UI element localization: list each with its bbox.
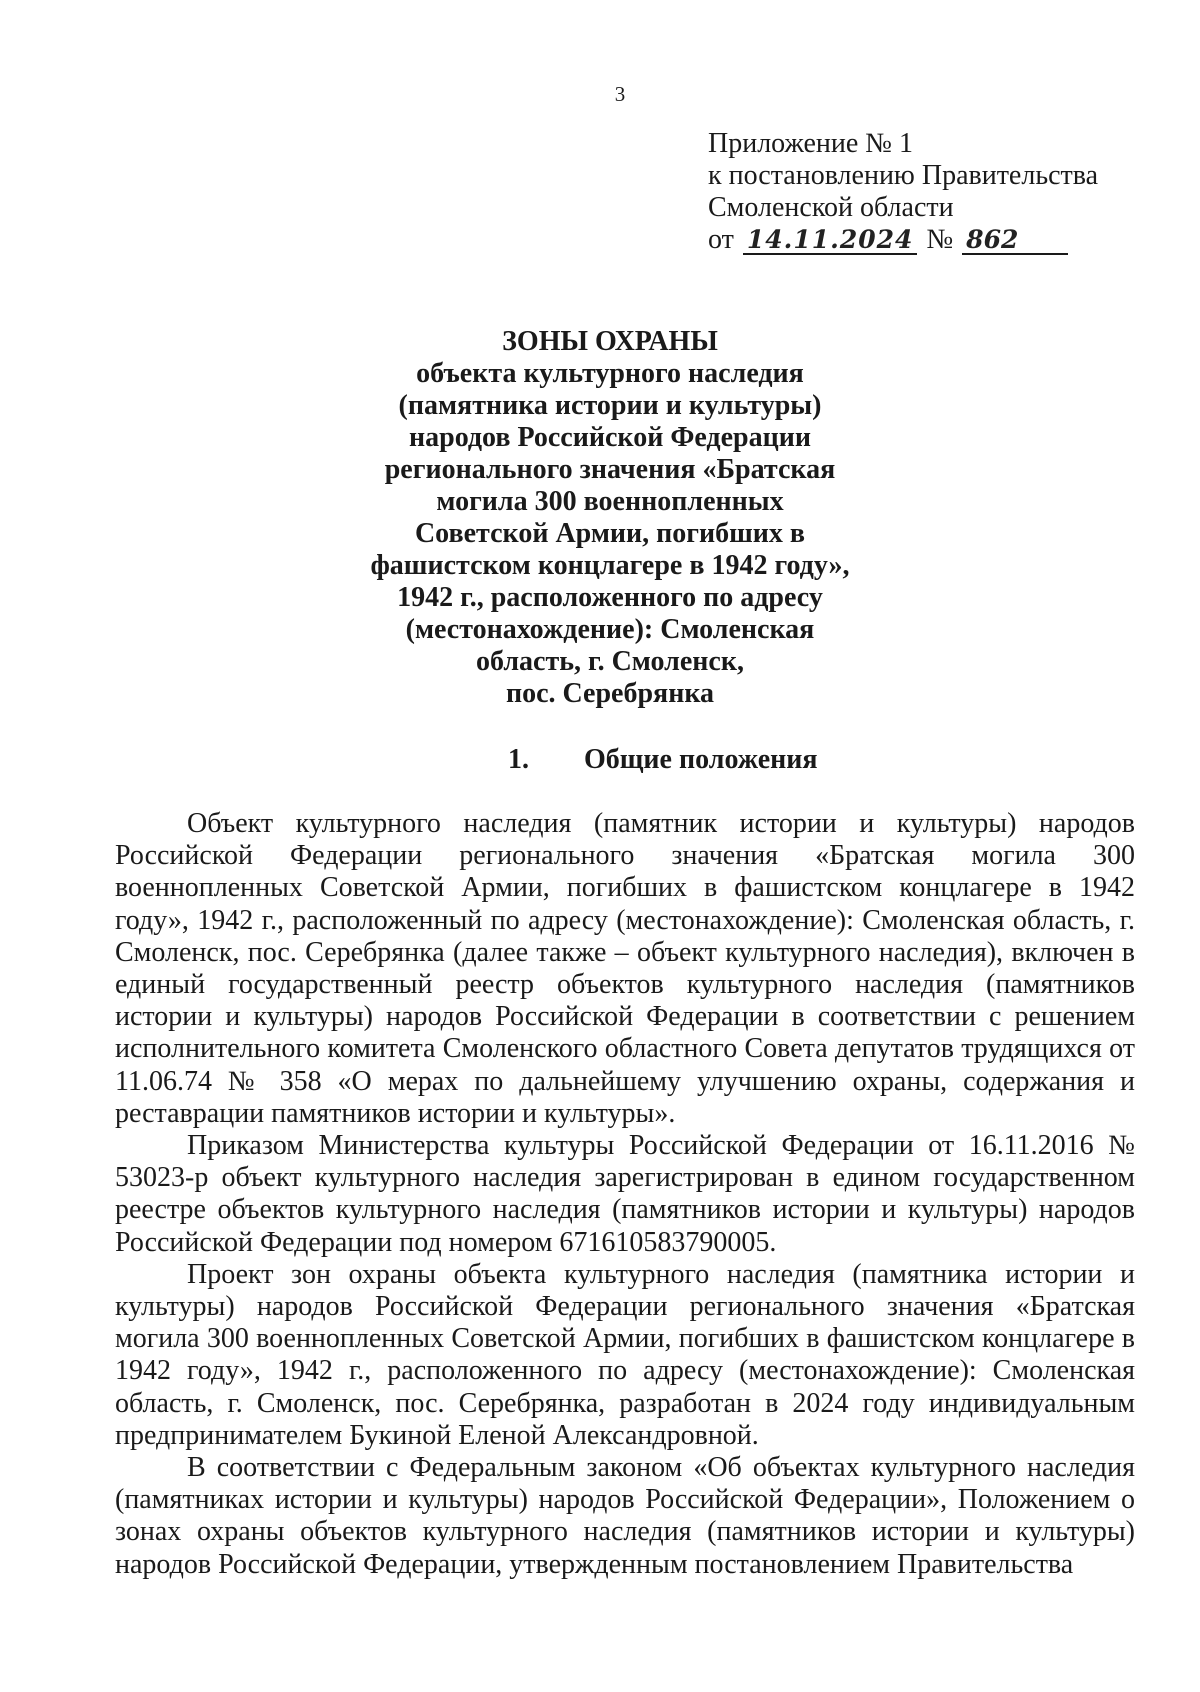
title-line: фашистском концлагере в 1942 году»,	[370, 550, 850, 581]
title-line: Советской Армии, погибших в	[414, 518, 806, 549]
page-number: 3	[614, 82, 626, 106]
handwritten-number: 862	[962, 227, 1068, 255]
paragraph: В соответствии с Федеральным законом «Об объектах культурного наследия (памятниках истории и культуры) народов Российской Федерации», Положением о зонах охраны объектов культурного наследия (памятников истории и культуры) народов Российской Федерации, утвержденным постановлением Правительства	[115, 1452, 1135, 1580]
document-title	[300, 326, 920, 710]
number-label: №	[926, 224, 954, 255]
section-title: Общие положения	[584, 744, 818, 775]
title-line: (памятника истории и культуры)	[398, 390, 822, 421]
title-main: ЗОНЫ ОХРАНЫ	[502, 326, 718, 357]
title-line: регионального значения «Братская	[384, 454, 836, 485]
paragraph: Объект культурного наследия (памятник истории и культуры) народов Российской Федерации регионального значения «Братская могила 300 военнопленных Советской Армии, погибших в фашистском концлагере в 1942 году», 1942 г., расположенный по адресу (местонахождение): Смоленская область, г. Смоленск, пос. Серебрянка (далее также – объект культурного наследия), включен в единый государственный реестр объектов культурного наследия (памятников истории и культуры) народов Российской Федерации в соответствии с решением исполнительного комитета Смоленского областного Совета депутатов трудящихся от 11.06.74 № 358 «О мерах по дальнейшему улучшению охраны, содержания и реставрации памятников истории и культуры».	[115, 808, 1135, 1129]
body-text	[115, 808, 1135, 1581]
appendix-line-1: Приложение № 1	[708, 128, 913, 159]
appendix-line-2: к постановлению Правительства	[708, 160, 1099, 191]
title-line: (местонахождение): Смоленская	[405, 614, 815, 645]
section-heading	[508, 744, 818, 776]
appendix-block	[708, 128, 1098, 256]
handwritten-date: 14.11.2024	[743, 227, 918, 255]
title-line: область, г. Смоленск,	[476, 646, 744, 677]
title-line: могила 300 военнопленных	[436, 486, 784, 517]
title-line: народов Российской Федерации	[408, 422, 811, 453]
section-number: 1.	[508, 744, 529, 775]
paragraph: Приказом Министерства культуры Российской Федерации от 16.11.2016 № 53023-р объект культурного наследия зарегистрирован в едином государственном реестре объектов культурного наследия (памятников истории и культуры) народов Российской Федерации под номером 671610583790005.	[115, 1130, 1135, 1258]
appendix-date-line	[708, 224, 1098, 256]
title-line: 1942 г., расположенного по адресу	[397, 582, 823, 613]
title-line: объекта культурного наследия	[416, 358, 804, 389]
from-label: от	[708, 224, 734, 255]
title-line: пос. Серебрянка	[505, 678, 715, 709]
appendix-line-3: Смоленской области	[708, 192, 954, 223]
paragraph: Проект зон охраны объекта культурного наследия (памятника истории и культуры) народов Российской Федерации регионального значения «Братская могила 300 военнопленных Советской Армии, погибших в фашистском концлагере в 1942 году», 1942 г., расположенного по адресу (местонахождение): Смоленская область, г. Смоленск, пос. Серебрянка, разработан в 2024 году индивидуальным предпринимателем Букиной Еленой Александровной.	[115, 1258, 1135, 1451]
